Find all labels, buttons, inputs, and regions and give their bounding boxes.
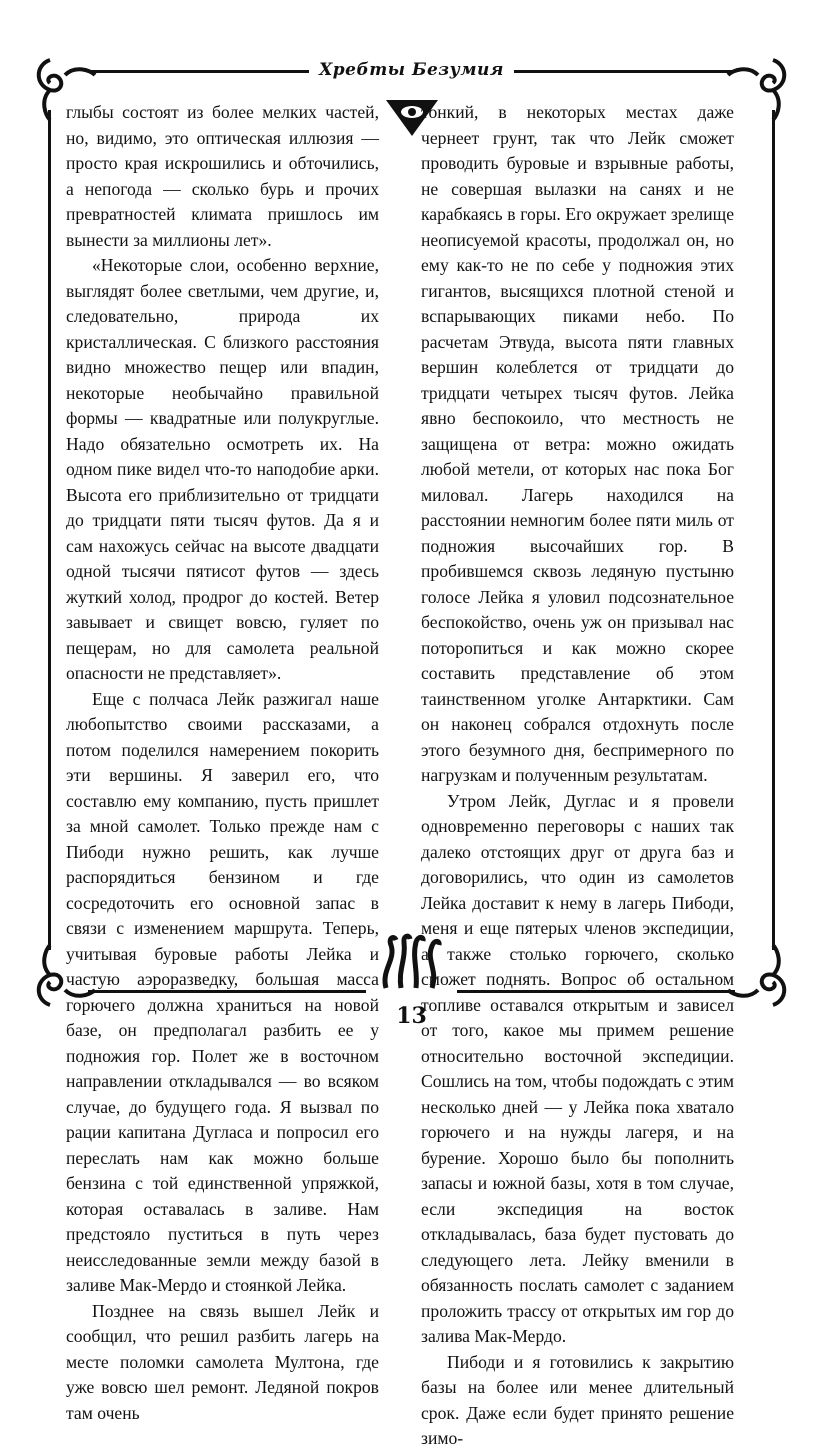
right-column [421, 100, 734, 1452]
paragraph: Утром Лейк, Дуглас и я провели одновременно переговоры с наших так далеко отстоящих друг от друга баз и договорились, что один из самолетов Лейка доставит к нему в лагерь Пибоди, меня и еще пятерых членов экспедиции, а также столько горючего, сколько сможет поднять. Вопрос об остальном топливе оставался открытым и зависел от того, какое мы примем решение относительно восточной экспедиции. Сошлись на том, чтобы подождать с этим несколько дней — у Лейка пока хватало горючего и на нужды лагеря, и на бурение. Хорошо было бы пополнить запасы и южной базы, хотя в том случае, если экспедиция на восток откладывалась, база будет пустовать до следующего лета. Лейку вменили в обязанность послать самолет с заданием проложить трассу от открытых им гор до залива Мак-Мердо. [421, 790, 734, 1346]
running-head-title: Хребты Безумия [309, 60, 514, 80]
page-number: 13 [396, 1003, 427, 1029]
frame-right-line [772, 110, 775, 950]
frame-left-line [48, 110, 51, 950]
paragraph: Позднее на связь вышел Лейк и сообщил, что решил разбить лагерь на месте поломки самолета Мултона, где уже вовсю шел ремонт. Ледяной покров там очень [66, 1300, 379, 1423]
paragraph: Еще с полчаса Лейк разжигал наше любопытство своими рассказами, а потом поделился намерением покорить эти вершины. Я заверил его, что составлю ему компанию, пусть пришлет за мной самолет. Только прежде нам с Пибоди нужно решить, как лучше распорядиться бензином и где сосредоточить его основной запас в связи с изменением маршрута. Теперь, учитывая буровые работы Лейка и частую аэроразведку, большая масса горючего должна храниться на новой базе, он предполагал разбить ее у подножия гор. Полет же в восточном направлении откладывался — во всяком случае, до будущего года. Я вызвал по рации капитана Дугласа и попросил его переслать нам как можно больше бензина с той единственной упряжкой, которая оставалась в заливе. Нам предстояло пуститься в путь через неисследованные земли между базой в заливе Мак-Мердо и стоянкой Лейка. [66, 688, 379, 1295]
running-head [0, 60, 823, 80]
paragraph: тонкий, в некоторых местах даже чернеет грунт, так что Лейк сможет проводить буровые и взрывные работы, не совершая вылазки на санях и не карабкаясь в горы. Его окружает зрелище неописуемой красоты, продолжал он, но ему как-то не по себе у подножия этих гигантов, высящихся плотной стеной и вспарывающих пиками небо. По расчетам Этвуда, высота пяти главных вершин колеблется от тридцати до тридцати четырех тысяч футов. Лейка явно беспокоило, что местность не защищена от ветра: можно ожидать любой метели, от которых нас пока Бог миловал. Лагерь находился на расстоянии немногим более пяти миль от подножия высочайших гор. В пробившемся сквозь ледяную пустыню голосе Лейка я уловил подсознательное беспокойство, очень уж он призывал нас поторопиться и как можно скорее составить представление об этом таинственном уголке Антарктики. Сам он наконец собрался отдохнуть после этого безумного дня, беспримерного по нагрузкам и полученным результатам. [421, 102, 734, 785]
paragraph: «Некоторые слои, особенно верхние, выглядят более светлыми, чем другие, и, следовательно, природа их кристаллическая. С близкого расстояния видно множество пещер или впадин, некоторые необычайно правильной формы — квадратные или полукруглые. Надо обязательно осмотреть их. На одном пике видел что-то наподобие арки. Высота его приблизительно от тридцати до тридцати пяти тысяч футов. Да я и сам нахожусь сейчас на высоте двадцати одной тысячи пятисот футов — здесь жуткий холод, продрог до костей. Ветер завывает и свищет вовсю, гуляет по пещерам, но для самолета реальной опасности не представляет». [66, 255, 379, 683]
paragraph: глыбы состоят из более мелких частей, но, видимо, это оптическая иллюзия — просто края искрошились и обточились, а непогода — сколько бурь и прочих превратностей климата пришлось им вынести за миллионы лет». [66, 102, 379, 250]
paragraph: Пибоди и я готовились к закрытию базы на более или менее длительный срок. Даже если будет принято решение зимо- [421, 1351, 734, 1448]
left-column [66, 100, 379, 1426]
